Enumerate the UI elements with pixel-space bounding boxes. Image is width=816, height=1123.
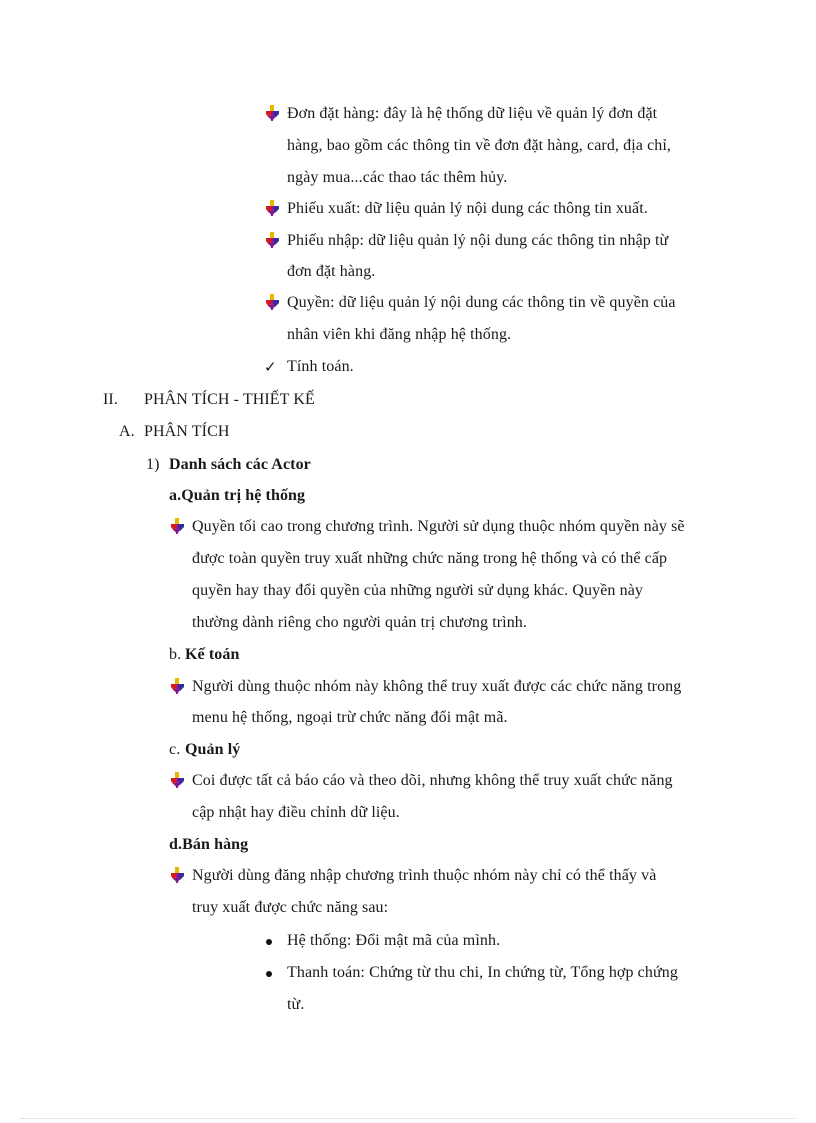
actor-text: Người dùng đăng nhập chương trình thuộc nhóm này chỉ có thể thấy và <box>192 867 657 884</box>
arrow-bullet-icon <box>169 866 187 884</box>
round-bullet-icon <box>266 939 272 945</box>
checkmark-icon: ✓ <box>264 358 277 376</box>
arrow-bullet-icon <box>169 677 187 695</box>
bullet-text: đơn đặt hàng. <box>287 263 376 280</box>
section-title: PHÂN TÍCH - THIẾT KẾ <box>144 391 315 408</box>
bullet-text: Đơn đặt hàng: đây là hệ thống dữ liệu về quản lý đơn đặt <box>287 105 658 122</box>
actor-prefix: c. <box>169 741 181 758</box>
bullet-text: Phiếu xuất: dữ liệu quản lý nội dung các thông tin xuất. <box>287 200 648 217</box>
arrow-bullet-icon <box>264 104 282 122</box>
section-number: II. <box>103 391 118 408</box>
actor-text: Người dùng thuộc nhóm này không thể truy xuất được các chức năng trong <box>192 678 682 695</box>
round-bullet-icon <box>266 971 272 977</box>
actor-prefix: b. <box>169 646 182 663</box>
page-bottom-divider <box>20 1118 796 1119</box>
bullet-text: ngày mua...các thao tác thêm hủy. <box>287 169 508 186</box>
actor-text: cập nhật hay điều chỉnh dữ liệu. <box>192 804 400 821</box>
sub-item-text: Hệ thống: Đổi mật mã của mình. <box>287 932 501 949</box>
actor-text: Coi được tất cả báo cáo và theo dõi, nhưng không thể truy xuất chức năng <box>192 772 673 789</box>
arrow-bullet-icon <box>264 199 282 217</box>
subsection-letter: A. <box>119 423 135 440</box>
item-number: 1) <box>146 456 160 473</box>
actor-text: truy xuất được chức năng sau: <box>192 899 389 916</box>
actor-heading: Kế toán <box>185 646 240 663</box>
actor-text: menu hệ thống, ngoại trừ chức năng đổi mật mã. <box>192 709 508 726</box>
bullet-text: hàng, bao gồm các thông tin về đơn đặt hàng, card, địa chỉ, <box>287 137 672 154</box>
sub-item-text: Thanh toán: Chứng từ thu chi, In chứng từ, Tổng hợp chứng <box>287 964 678 981</box>
actor-text: quyền hay thay đổi quyền của những người sử dụng khác. Quyền này <box>192 582 644 599</box>
bullet-text: Phiếu nhập: dữ liệu quản lý nội dung các thông tin nhập từ <box>287 232 669 249</box>
arrow-bullet-icon <box>169 517 187 535</box>
arrow-bullet-icon <box>264 231 282 249</box>
bullet-text: Quyền: dữ liệu quản lý nội dung các thông tin về quyền của <box>287 294 676 311</box>
bullet-text: nhân viên khi đăng nhập hệ thống. <box>287 326 512 343</box>
actor-heading: a.Quản trị hệ thống <box>169 487 306 504</box>
actor-heading: d.Bán hàng <box>169 836 249 853</box>
arrow-bullet-icon <box>264 293 282 311</box>
sub-item-text: từ. <box>287 996 305 1013</box>
actor-text: thường dành riêng cho người quản trị chương trình. <box>192 614 528 631</box>
item-title: Danh sách các Actor <box>169 456 311 473</box>
actor-text: được toàn quyền truy xuất những chức năng trong hệ thống và có thể cấp <box>192 550 668 567</box>
arrow-bullet-icon <box>169 771 187 789</box>
actor-heading: Quản lý <box>185 741 241 758</box>
actor-text: Quyền tối cao trong chương trình. Người sử dụng thuộc nhóm quyền này sẽ <box>192 518 685 535</box>
bullet-text: Tính toán. <box>287 358 354 375</box>
subsection-title: PHÂN TÍCH <box>144 423 230 440</box>
